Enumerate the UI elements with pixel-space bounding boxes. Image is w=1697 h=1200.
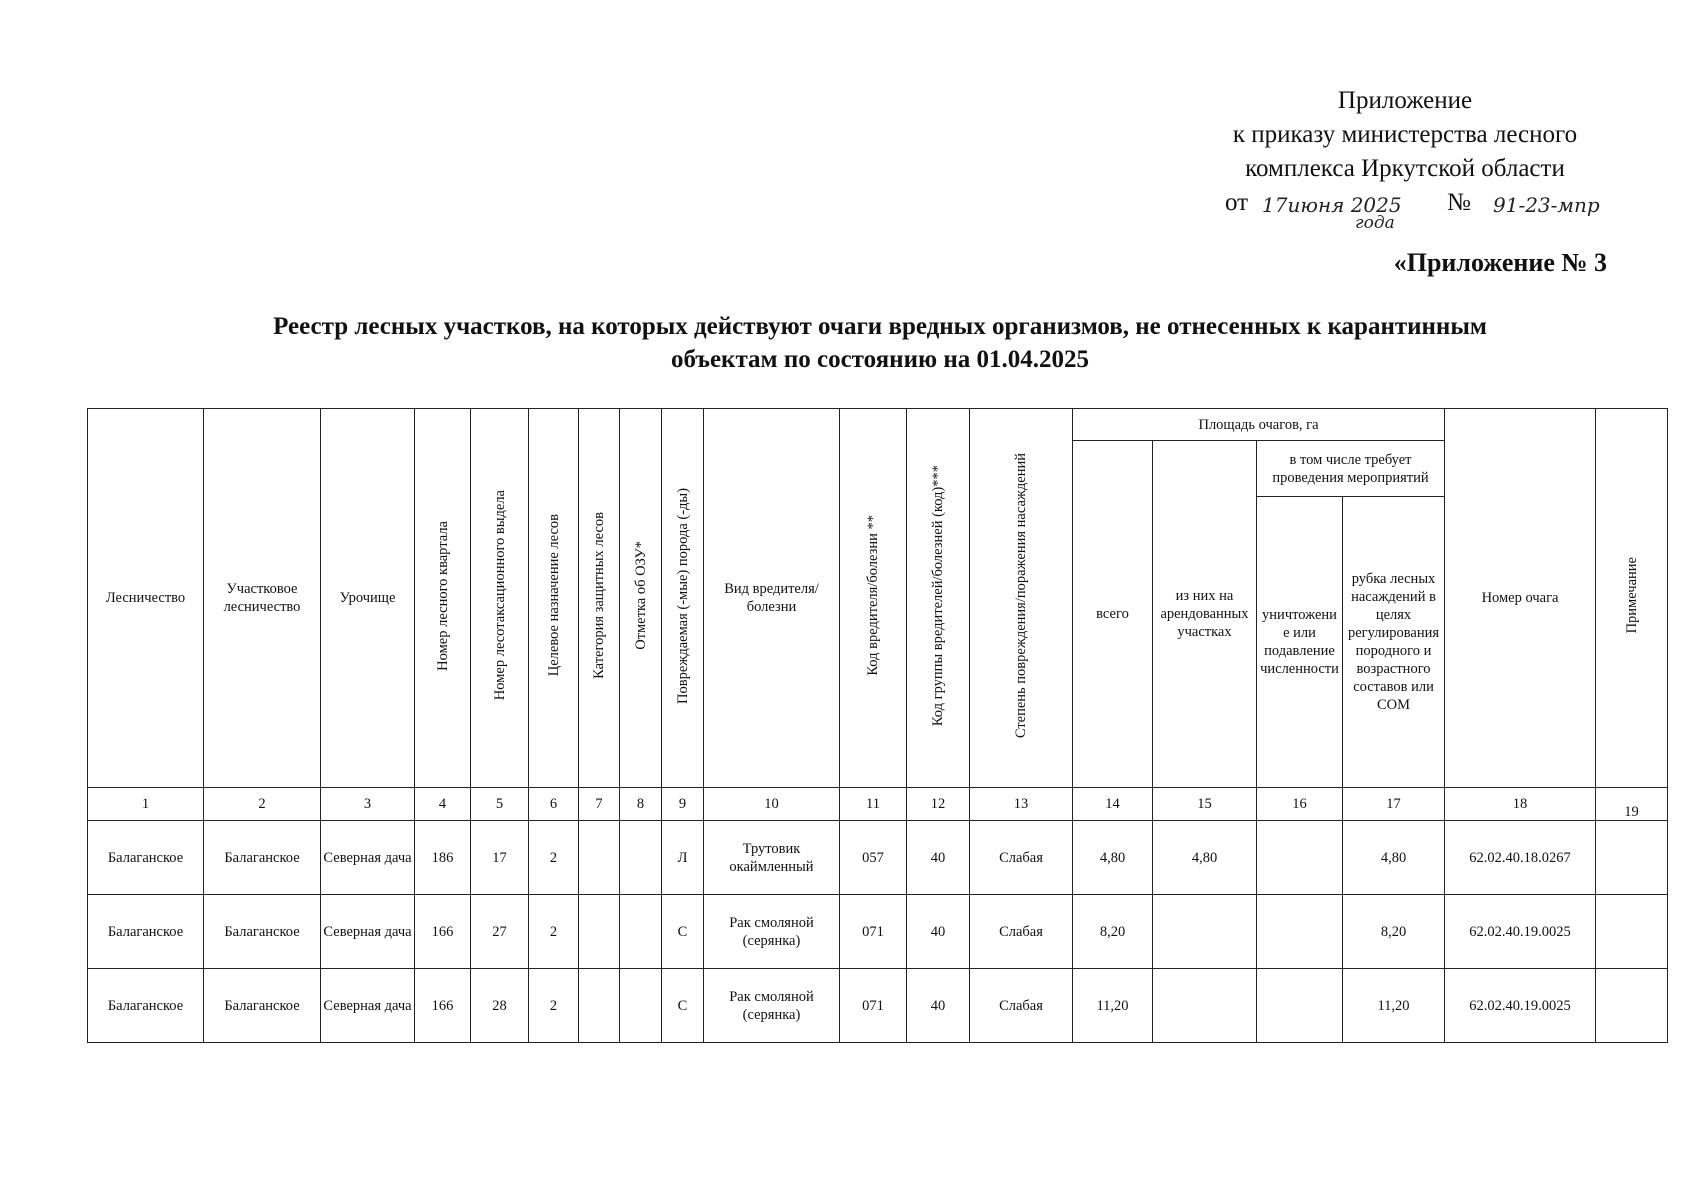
cell-tract: Северная дача	[321, 895, 415, 969]
cell-note	[1596, 821, 1668, 895]
cell-ozu	[620, 895, 662, 969]
order-reference-line: к приказу министерства лесного	[1232, 121, 1578, 148]
header-quarter-number-text: Номер лесного квартала	[434, 520, 451, 671]
header-group-code	[907, 409, 970, 788]
header-note-text: Примечание	[1623, 557, 1640, 634]
cell-area-suppress	[1257, 895, 1343, 969]
cell-section: 17	[471, 821, 529, 895]
cell-area-leased: 4,80	[1153, 821, 1257, 895]
header-ozu-mark	[620, 409, 662, 788]
column-number: 13	[970, 788, 1073, 821]
cell-pest: Трутовик окаймленный	[704, 821, 840, 895]
cell-area-suppress	[1257, 821, 1343, 895]
appendix-line: Приложение	[1337, 87, 1473, 114]
column-number-19: 19	[1624, 804, 1639, 820]
header-required-measures: в том числе требует проведения мероприятий	[1257, 441, 1445, 497]
cell-purpose: 2	[529, 895, 579, 969]
header-damaged-species	[662, 409, 704, 788]
cell-purpose: 2	[529, 821, 579, 895]
header-forestry: Лесничество	[88, 409, 204, 788]
cell-ozu	[620, 969, 662, 1043]
cell-district: Балаганское	[204, 895, 321, 969]
cell-damage: Слабая	[970, 895, 1073, 969]
header-focus-number: Номер очага	[1445, 409, 1596, 788]
cell-quarter: 166	[415, 969, 471, 1043]
cell-focus-number: 62.02.40.19.0025	[1445, 895, 1596, 969]
column-number: 6	[529, 788, 579, 821]
cell-pest: Рак смоляной (серянка)	[704, 895, 840, 969]
cell-protective-category	[579, 895, 620, 969]
header-quarter-number	[415, 409, 471, 788]
column-number: 18	[1445, 788, 1596, 821]
column-number: 2	[204, 788, 321, 821]
handwritten-year-word: года	[1355, 213, 1395, 233]
cell-forestry: Балаганское	[88, 821, 204, 895]
header-note	[1596, 409, 1668, 788]
cell-forestry: Балаганское	[88, 969, 204, 1043]
column-number-row	[88, 788, 1668, 821]
cell-protective-category	[579, 821, 620, 895]
header-purpose	[529, 409, 579, 788]
column-number: 1	[88, 788, 204, 821]
cell-area-cutting: 4,80	[1343, 821, 1445, 895]
header-pest-code	[840, 409, 907, 788]
handwritten-date: 17июня 2025	[1262, 193, 1402, 217]
header-area-group: Площадь очагов, га	[1073, 409, 1445, 441]
header-damage-degree	[970, 409, 1073, 788]
cell-tract: Северная дача	[321, 969, 415, 1043]
column-number: 3	[321, 788, 415, 821]
cell-protective-category	[579, 969, 620, 1043]
header-area-leased: из них на арендованных участках	[1153, 441, 1257, 788]
handwritten-number: 91-23-мпр	[1493, 193, 1600, 217]
cell-section: 27	[471, 895, 529, 969]
document-title	[150, 310, 1610, 376]
header-damaged-species-text: Повреждаемая (-мые) порода (-ды)	[674, 487, 691, 704]
header-damage-degree-text: Степень повреждения/поражения насаждений	[1013, 452, 1029, 739]
cell-group-code: 40	[907, 895, 970, 969]
order-date-number	[1195, 186, 1615, 233]
table-row	[88, 821, 1668, 895]
table-row	[88, 969, 1668, 1043]
cell-focus-number: 62.02.40.18.0267	[1445, 821, 1596, 895]
cell-area-total: 4,80	[1073, 821, 1153, 895]
header-suppression: уничтожение или подавление численности	[1257, 497, 1343, 788]
cell-quarter: 186	[415, 821, 471, 895]
title-line-2: объектам по состоянию на 01.04.2025	[671, 346, 1089, 373]
column-number: 8	[620, 788, 662, 821]
cell-area-total: 11,20	[1073, 969, 1153, 1043]
cell-pest-code: 071	[840, 969, 907, 1043]
cell-district: Балаганское	[204, 969, 321, 1043]
cell-ozu	[620, 821, 662, 895]
registry-table	[87, 408, 1668, 1043]
cell-area-cutting: 11,20	[1343, 969, 1445, 1043]
cell-pest: Рак смоляной (серянка)	[704, 969, 840, 1043]
header-section-number-text: Номер лесотаксационного выдела	[491, 490, 508, 701]
number-label: №	[1447, 189, 1471, 216]
cell-pest-code: 071	[840, 895, 907, 969]
header-district-forestry: Участковое лесничество	[204, 409, 321, 788]
column-number: 5	[471, 788, 529, 821]
header-protective-category-text: Категория защитных лесов	[591, 512, 607, 679]
appendix-3-label: «Приложение № 3	[1393, 248, 1607, 277]
cell-species: С	[662, 895, 704, 969]
cell-note	[1596, 969, 1668, 1043]
cell-area-cutting: 8,20	[1343, 895, 1445, 969]
column-number	[1596, 788, 1668, 821]
cell-quarter: 166	[415, 895, 471, 969]
column-number: 9	[662, 788, 704, 821]
table-row	[88, 895, 1668, 969]
column-number: 17	[1343, 788, 1445, 821]
cell-damage: Слабая	[970, 969, 1073, 1043]
column-number: 7	[579, 788, 620, 821]
column-number: 14	[1073, 788, 1153, 821]
column-number: 10	[704, 788, 840, 821]
header-ozu-mark-text: Отметка об ОЗУ*	[632, 541, 649, 650]
cell-tract: Северная дача	[321, 821, 415, 895]
column-number: 12	[907, 788, 970, 821]
column-number: 4	[415, 788, 471, 821]
cell-area-leased	[1153, 895, 1257, 969]
header-cutting: рубка лесных насаждений в целях регулирования породного и возрастного составов или СОМ	[1343, 497, 1445, 788]
cell-area-suppress	[1257, 969, 1343, 1043]
header-section-number	[471, 409, 529, 788]
cell-species: Л	[662, 821, 704, 895]
header-pest-code-text: Код вредителя/болезни **	[865, 515, 881, 676]
header-group-code-text: Код группы вредителей/болезней (код)***	[930, 464, 946, 727]
cell-focus-number: 62.02.40.19.0025	[1445, 969, 1596, 1043]
cell-area-total: 8,20	[1073, 895, 1153, 969]
cell-damage: Слабая	[970, 821, 1073, 895]
header-purpose-text: Целевое назначение лесов	[545, 514, 562, 677]
cell-district: Балаганское	[204, 821, 321, 895]
cell-area-leased	[1153, 969, 1257, 1043]
header-protective-category	[579, 409, 620, 788]
column-number: 16	[1257, 788, 1343, 821]
cell-species: С	[662, 969, 704, 1043]
cell-purpose: 2	[529, 969, 579, 1043]
cell-pest-code: 057	[840, 821, 907, 895]
column-number: 15	[1153, 788, 1257, 821]
cell-section: 28	[471, 969, 529, 1043]
cell-note	[1596, 895, 1668, 969]
column-number: 11	[840, 788, 907, 821]
header-tract: Урочище	[321, 409, 415, 788]
header-area-total: всего	[1073, 441, 1153, 788]
cell-group-code: 40	[907, 821, 970, 895]
header-pest-type: Вид вредителя/болезни	[704, 409, 840, 788]
appendix-header	[1195, 84, 1615, 233]
cell-group-code: 40	[907, 969, 970, 1043]
ministry-line: комплекса Иркутской области	[1245, 155, 1565, 182]
cell-forestry: Балаганское	[88, 895, 204, 969]
date-label: от	[1225, 189, 1249, 216]
title-line-1: Реестр лесных участков, на которых действуют очаги вредных организмов, не отнесенных к карантинным	[273, 313, 1487, 340]
